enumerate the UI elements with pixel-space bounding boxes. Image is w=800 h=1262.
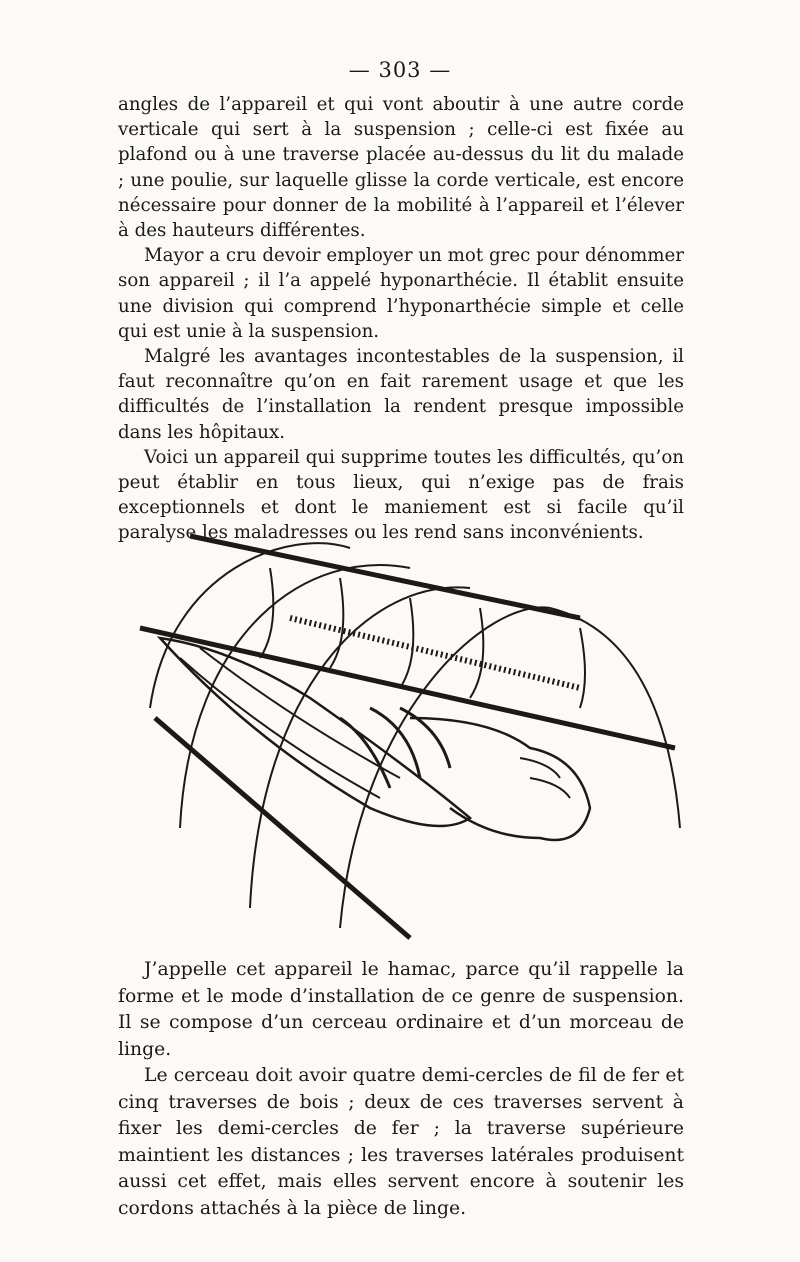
- cord: [470, 608, 483, 698]
- hoop-arc: [250, 587, 470, 908]
- paragraph: Voici un appareil qui supprime toutes les difficultés, qu’on peut établir en tous lieux, qui n’exige pas de frais exceptionnels et dont le maniement est si facile qu’il paralyse les maladresses ou les rend sans inconvénients.: [118, 446, 684, 544]
- cloth-fold: [180, 658, 380, 798]
- paragraph: angles de l’appareil et qui vont aboutir à une autre corde verticale qui sert à la suspension ; celle-ci est fixée au plafond ou à une traverse placée au-dessus du lit du malade ; une poulie, sur laquelle glisse la corde verticale, est encore nécessaire pour donner de la mobilité à l’appareil et l’élever à des hauteurs différentes.: [118, 94, 684, 242]
- cloth-fold: [200, 648, 400, 778]
- page-number: — 303 —: [348, 58, 452, 82]
- hammock-figure: [110, 508, 690, 953]
- strap: [400, 708, 450, 768]
- forearm: [410, 718, 590, 840]
- strap: [340, 718, 390, 788]
- top-rail: [190, 536, 580, 618]
- cord: [580, 628, 585, 708]
- paragraph: J’appelle cet appareil le hamac, parce qu’il rappelle la forme et le mode d’installation de ce genre de suspension. Il se compose d’un cerceau ordinaire et d’un morceau de linge.: [118, 959, 684, 1060]
- hoop-arc: [340, 607, 550, 928]
- text-block-bottom: [118, 957, 684, 1222]
- knuckle: [520, 758, 560, 778]
- paragraph: Malgré les avantages incontestables de la suspension, il faut reconnaître qu’on en fait rarement usage et que les difficultés de l’installation la rendent presque impossible dans les hôpitaux.: [118, 346, 684, 443]
- knuckle: [530, 778, 570, 798]
- hoop-arc: [180, 565, 410, 828]
- hoop-arc: [550, 608, 680, 828]
- cord: [400, 598, 413, 688]
- cord: [260, 568, 273, 658]
- paragraph: Mayor a cru devoir employer un mot grec pour dénommer son appareil ; il l’a appelé hyponarthécie. Il établit ensuite une division qui comprend l’hyponarthécie simple et celle qui est unie à la suspension.: [118, 245, 684, 342]
- paragraph: Le cerceau doit avoir quatre demi-cercles de fil de fer et cinq traverses de bois ; deux de ces traverses servent à fixer les demi-cercles de fer ; la traverse supérieure maintient les distances ; les traverses latérales produisent aussi cet effet, mais elles servent encore à soutenir les cordons attachés à la pièce de linge.: [118, 1065, 684, 1219]
- text-block-top: [118, 92, 684, 546]
- hammock-illustration: [110, 508, 690, 953]
